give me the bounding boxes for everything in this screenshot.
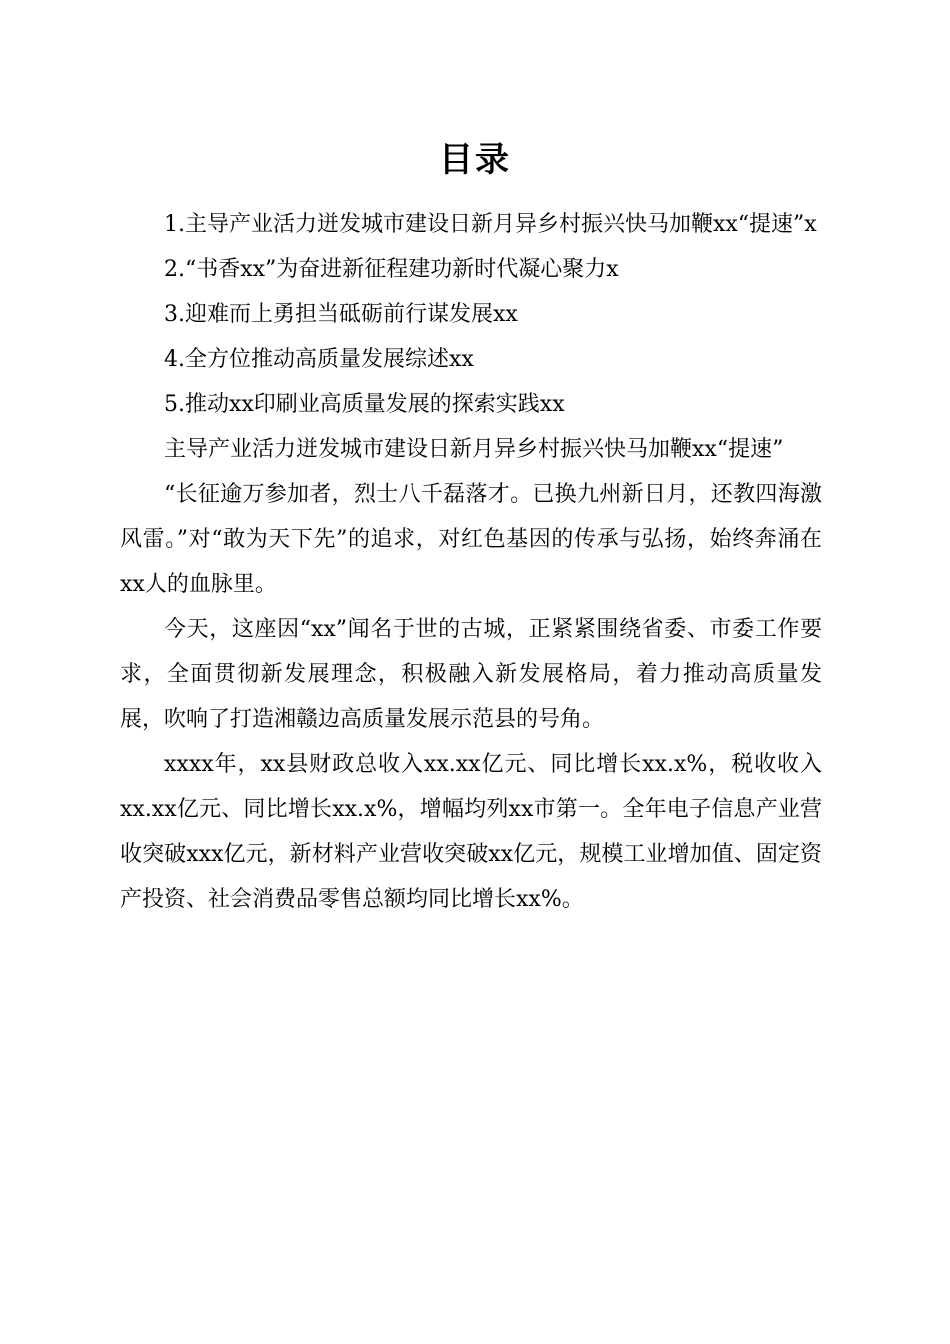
- toc-item-3: 3.迎难而上勇担当砥砺前行谋发展xx: [164, 302, 518, 327]
- toc-item-1: 1.主导产业活力迸发城市建设日新月异乡村振兴快马加鞭xx“提速”x: [164, 212, 817, 237]
- article-paragraph-3: xxxx年，xx县财政总收入xx.xx亿元、同比增长xx.x%，税收收入xx.xx亿元、同比增长xx.x%，增幅均列xx市第一。全年电子信息产业营收突破xxx亿元，新材料产业营收突破xx亿元，规模工业增加值、固定资产投资、社会消费品零售总额均同比增长xx%。: [120, 752, 822, 912]
- page-title: 目录: [439, 140, 511, 180]
- article-paragraph-2: 今天，这座因“xx”闻名于世的古城，正紧紧围绕省委、市委工作要求，全面贯彻新发展理念，积极融入新发展格局，着力推动高质量发展，吹响了打造湘赣边高质量发展示范县的号角。: [120, 617, 822, 732]
- toc-item-4: 4.全方位推动高质量发展综述xx: [164, 347, 474, 372]
- article-heading: 主导产业活力迸发城市建设日新月异乡村振兴快马加鞭xx“提速”: [164, 437, 784, 462]
- article-paragraph-1: “长征逾万参加者，烈士八千磊落才。已换九州新日月，还教四海激风雷。”对“敢为天下先”的追求，对红色基因的传承与弘扬，始终奔涌在xx人的血脉里。: [120, 482, 822, 597]
- toc-item-5: 5.推动xx印刷业高质量发展的探索实践xx: [164, 392, 565, 417]
- document-body: [120, 202, 822, 922]
- toc-item-2: 2.“书香xx”为奋进新征程建功新时代凝心聚力x: [164, 257, 619, 282]
